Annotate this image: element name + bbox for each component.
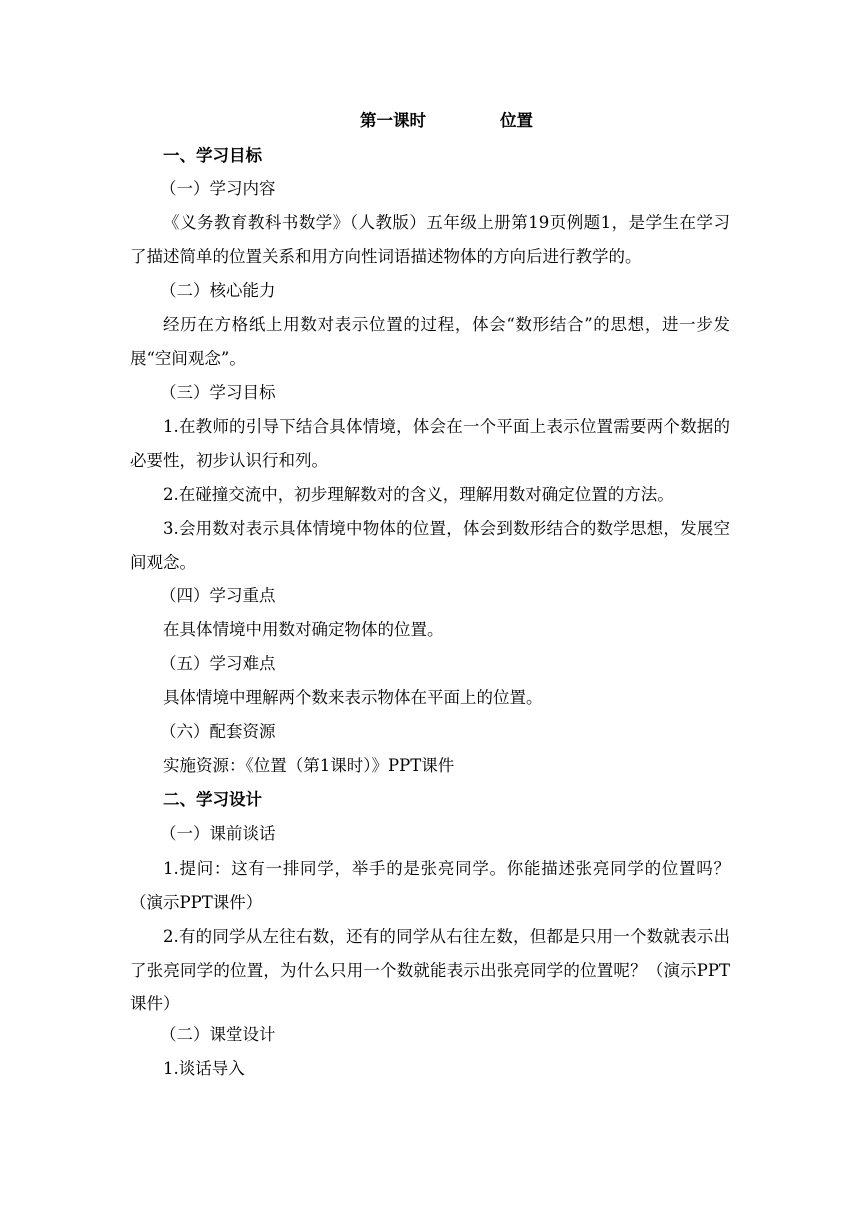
subsection-heading: （五）学习难点 [160, 654, 276, 673]
section-heading: 一、学习目标 [163, 146, 262, 165]
subsection-heading: （三）学习目标 [160, 383, 276, 402]
subsection-heading: （一）课前谈话 [160, 824, 276, 843]
subsection-heading: （二）核心能力 [160, 281, 276, 300]
topic-title: 位置 [500, 111, 533, 130]
list-item: 1.在教师的引导下结合具体情境，体会在一个平面上表示位置需要两个数据的必要性，初步认识行和列。 [130, 417, 730, 470]
paragraph: 在具体情境中用数对确定物体的位置。 [163, 620, 444, 639]
list-item: 2.有的同学从左往右数，还有的同学从右往左数，但都是只用一个数就表示出了张亮同学的位置，为什么只用一个数就能表示出张亮同学的位置呢？（演示PPT课件） [130, 927, 730, 1013]
list-item: 1.谈话导入 [163, 1059, 245, 1078]
list-item: 3.会用数对表示具体情境中物体的位置，体会到数形结合的数学思想，发展空间观念。 [130, 519, 730, 572]
subsection-heading: （二）课堂设计 [160, 1025, 276, 1044]
subsection-heading: （四）学习重点 [160, 586, 276, 605]
subsection-heading: （一）学习内容 [160, 179, 276, 198]
paragraph: 经历在方格纸上用数对表示位置的过程，体会“数形结合”的思想，进一步发展“空间观念”。 [130, 315, 730, 368]
paragraph: 《义务教育教科书数学》（人教版）五年级上册第19页例题1，是学生在学习了描述简单的位置关系和用方向性词语描述物体的方向后进行教学的。 [130, 213, 730, 266]
paragraph: 实施资源：《位置（第1课时）》PPT课件 [163, 756, 455, 775]
section-heading: 二、学习设计 [163, 790, 262, 809]
subsection-heading: （六）配套资源 [160, 722, 276, 741]
paragraph: 具体情境中理解两个数来表示物体在平面上的位置。 [163, 688, 543, 707]
lesson-title: 第一课时 [360, 111, 426, 130]
list-item: 1.提问：这有一排同学，举手的是张亮同学。你能描述张亮同学的位置吗？（演示PPT课件） [130, 859, 730, 912]
list-item: 2.在碰撞交流中，初步理解数对的含义，理解用数对确定位置的方法。 [163, 485, 674, 504]
